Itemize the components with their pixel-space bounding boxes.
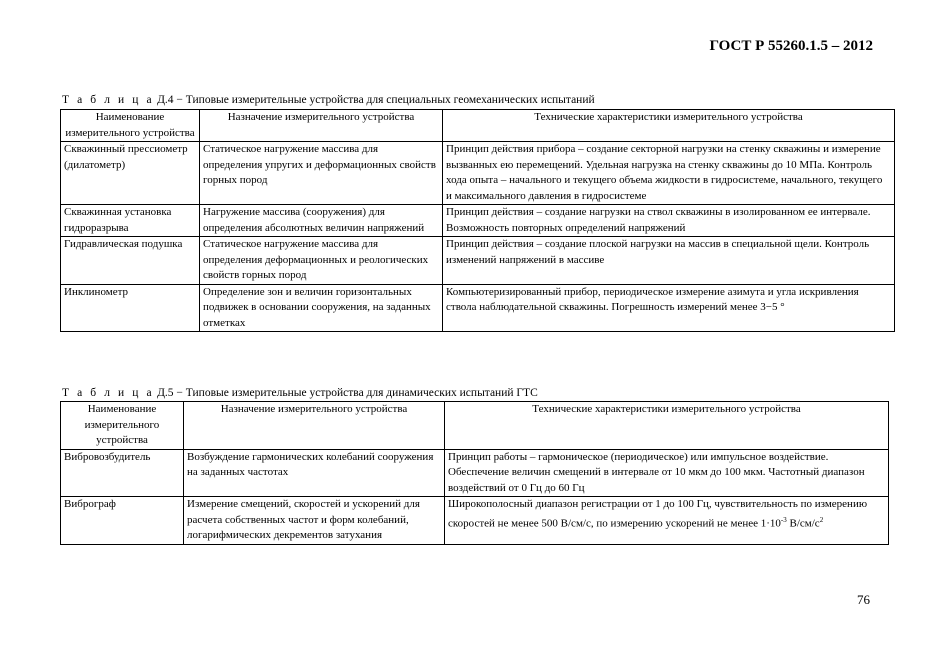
table-d5 bbox=[60, 401, 889, 545]
table1-caption-text: Д.4 − Типовые измерительные устройства для специальных геомеханических испытаний bbox=[154, 94, 595, 106]
cell-purpose: Статическое нагружение массива для определения упругих и деформационных свойств горных пород bbox=[200, 142, 443, 205]
column-header-purpose: Назначение измерительного устройства bbox=[200, 110, 443, 142]
specs-unit: В/см/с bbox=[786, 517, 820, 530]
cell-purpose: Нагружение массива (сооружения) для определения абсолютных величин напряжений bbox=[200, 205, 443, 237]
table-row bbox=[61, 205, 895, 237]
table-row bbox=[61, 497, 889, 545]
table2-caption-text: Д.5 − Типовые измерительные устройства для динамических испытаний ГТС bbox=[154, 387, 538, 399]
cell-name: Инклинометр bbox=[61, 284, 200, 332]
cell-specs: Принцип действия – создание плоской нагрузки на массив в специальной щели. Контроль изменений напряжений в массиве bbox=[443, 237, 895, 285]
cell-name: Виброграф bbox=[61, 497, 184, 545]
cell-specs: Принцип действия прибора – создание секторной нагрузки на стенку скважины и измерение вызванных ею перемещений. Удельная нагрузка на стенку скважины до 10 МПа. Контроль хода опыта – начального и текущего объема жидкости в гидросистеме, начального, текущего и максимального давления в гидросистеме bbox=[443, 142, 895, 205]
cell-name: Вибровозбудитель bbox=[61, 449, 184, 497]
cell-name: Скважинная установка гидроразрыва bbox=[61, 205, 200, 237]
table-header-row bbox=[61, 110, 895, 142]
document-id: ГОСТ Р 55260.1.5 – 2012 bbox=[709, 38, 873, 54]
table1-caption-prefix: Т а б л и ц а bbox=[62, 94, 155, 106]
table-row bbox=[61, 237, 895, 285]
table1-caption bbox=[62, 94, 595, 106]
column-header-purpose: Назначение измерительного устройства bbox=[184, 402, 445, 450]
cell-specs bbox=[445, 497, 889, 545]
column-header-name: Наименование измерительного устройства bbox=[61, 110, 200, 142]
specs-unit-exponent: 2 bbox=[819, 515, 824, 524]
table-header-row bbox=[61, 402, 889, 450]
table2-caption-prefix: Т а б л и ц а bbox=[62, 387, 155, 399]
specs-text: Широкополосный диапазон регистрации от 1 до 100 Гц, чувствительность по измерению скоростей не менее 500 В/см/с, по измерению ускорений не менее 1·10 bbox=[448, 498, 868, 530]
cell-purpose: Статическое нагружение массива для определения деформационных и реологических свойств горных пород bbox=[200, 237, 443, 285]
cell-specs: Принцип работы – гармоническое (периодическое) или импульсное воздействие. Обеспечение величин смещений в интервале от 10 мкм до 100 мкм. Частотный диапазон воздействий от 0 Гц до 60 Гц bbox=[445, 449, 889, 497]
cell-purpose: Определение зон и величин горизонтальных подвижек в основании сооружения, на заданных отметках bbox=[200, 284, 443, 332]
page-number: 76 bbox=[857, 592, 870, 607]
table-row bbox=[61, 449, 889, 497]
table-d4 bbox=[60, 109, 895, 332]
cell-specs: Принцип действия – создание нагрузки на ствол скважины в изолированном ее интервале. Возможность повторных определений напряжений bbox=[443, 205, 895, 237]
specs-exponent: -3 bbox=[780, 515, 787, 524]
cell-specs: Компьютеризированный прибор, периодическое измерение азимута и угла искривления ствола наблюдательной скважины. Погрешность измерений менее 3−5 ° bbox=[443, 284, 895, 332]
cell-name: Скважинный прессиометр (дилатометр) bbox=[61, 142, 200, 205]
table-row bbox=[61, 284, 895, 332]
column-header-specs: Технические характеристики измерительного устройства bbox=[443, 110, 895, 142]
cell-purpose: Измерение смещений, скоростей и ускорений для расчета собственных частот и форм колебаний, логарифмических декрементов затухания bbox=[184, 497, 445, 545]
cell-name: Гидравлическая подушка bbox=[61, 237, 200, 285]
table2-caption bbox=[62, 387, 538, 399]
table-row bbox=[61, 142, 895, 205]
column-header-name: Наименование измерительного устройства bbox=[61, 402, 184, 450]
column-header-specs: Технические характеристики измерительного устройства bbox=[445, 402, 889, 450]
cell-purpose: Возбуждение гармонических колебаний сооружения на заданных частотах bbox=[184, 449, 445, 497]
